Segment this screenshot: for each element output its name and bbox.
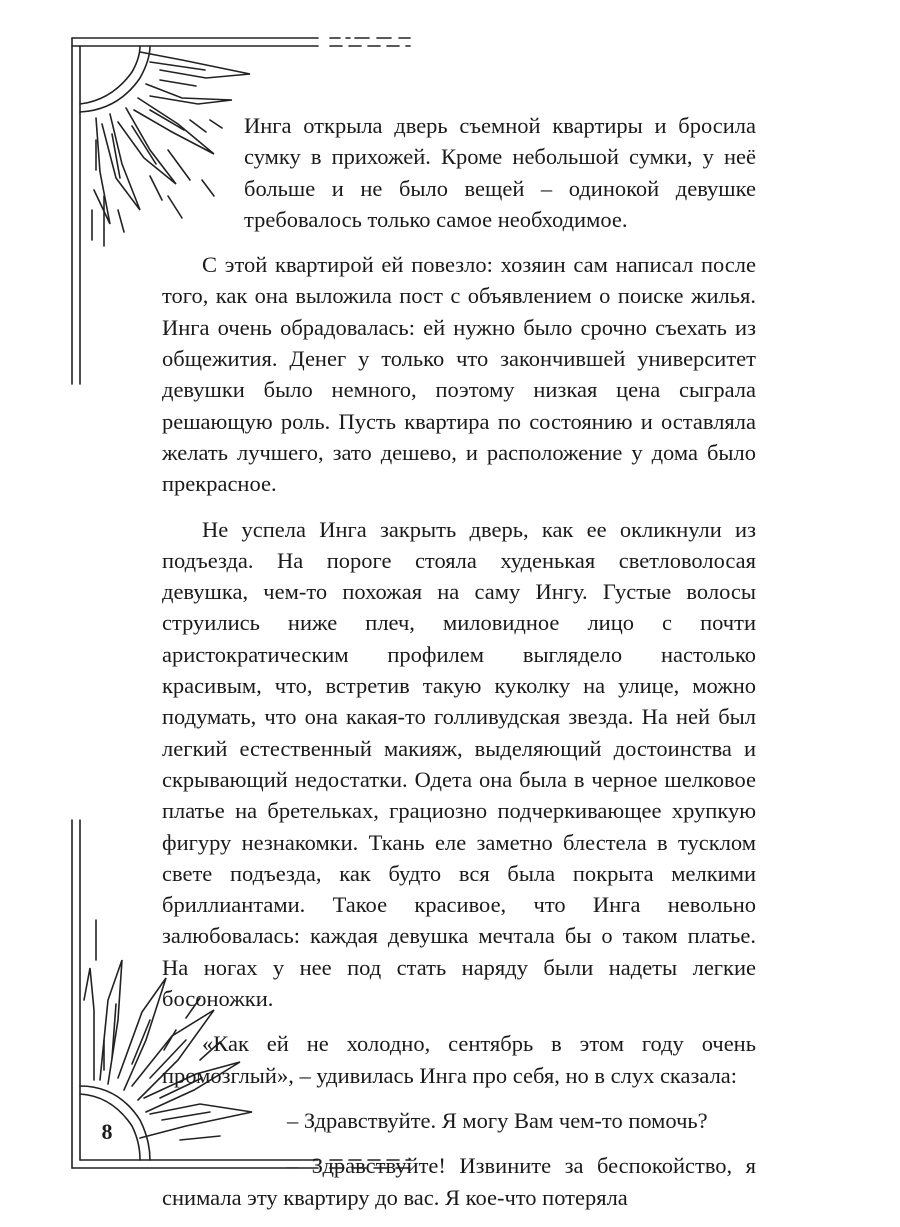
text-column xyxy=(162,110,756,1227)
paragraph-1: Инга открыла дверь съемной квартиры и бросила сумку в прихожей. Кроме небольшой сумки, у неё больше и не было вещей – одинокой девушке требовалось только самое необходимое. xyxy=(244,113,756,232)
paragraph-2: С этой квартирой ей повезло: хозяин сам написал после того, как она выложила пост с объявлением о поиске жилья. Инга очень обрадовалась: ей нужно было срочно съехать из общежития. Денег у только что закончившей университет девушки было немного, поэтому низкая цена сыграла решающую роль. Пусть квартира по состоянию и оставляла желать лучшего, зато дешево, и расположение у дома было прекрасное. xyxy=(162,252,756,497)
page-number: 8 xyxy=(101,1119,113,1144)
paragraph-4: «Как ей не холодно, сентябрь в этом году очень промозглый», – удивилась Инга про себя, но в слух сказала: xyxy=(162,1031,756,1088)
dialogue-line-2: – Здравствуйте! Извините за беспокойство, я снимала эту квартиру до вас. Я кое-что потеряла xyxy=(162,1153,756,1210)
dialogue-line-1: – Здравствуйте. Я могу Вам чем-то помочь? xyxy=(287,1107,708,1133)
paragraph-3: Не успела Инга закрыть дверь, как ее окликнули из подъезда. На пороге стояла худенькая светловолосая девушка, чем-то похожая на саму Ингу. Густые волосы струились ниже плеч, миловидное лицо с почти аристократическим профилем выглядело настолько красивым, что, встретив такую куколку на улице, можно подумать, что она какая-то голливудская звезда. На ней был легкий естественный макияж, выделяющий достоинства и скрывающий недостатки. Одета она была в черное шелковое платье на бретельках, грациозно подчеркивающее хрупкую фигуру незнакомки. Ткань еле заметно блестела в тусклом свете подъезда, как будто вся была покрыта мелкими бриллиантами. Такое красивое, что Инга невольно залюбовалась: каждая девушка мечтала бы о таком платье. На ногах у нее под стать наряду были надеты легкие босоножки. xyxy=(162,516,756,1012)
